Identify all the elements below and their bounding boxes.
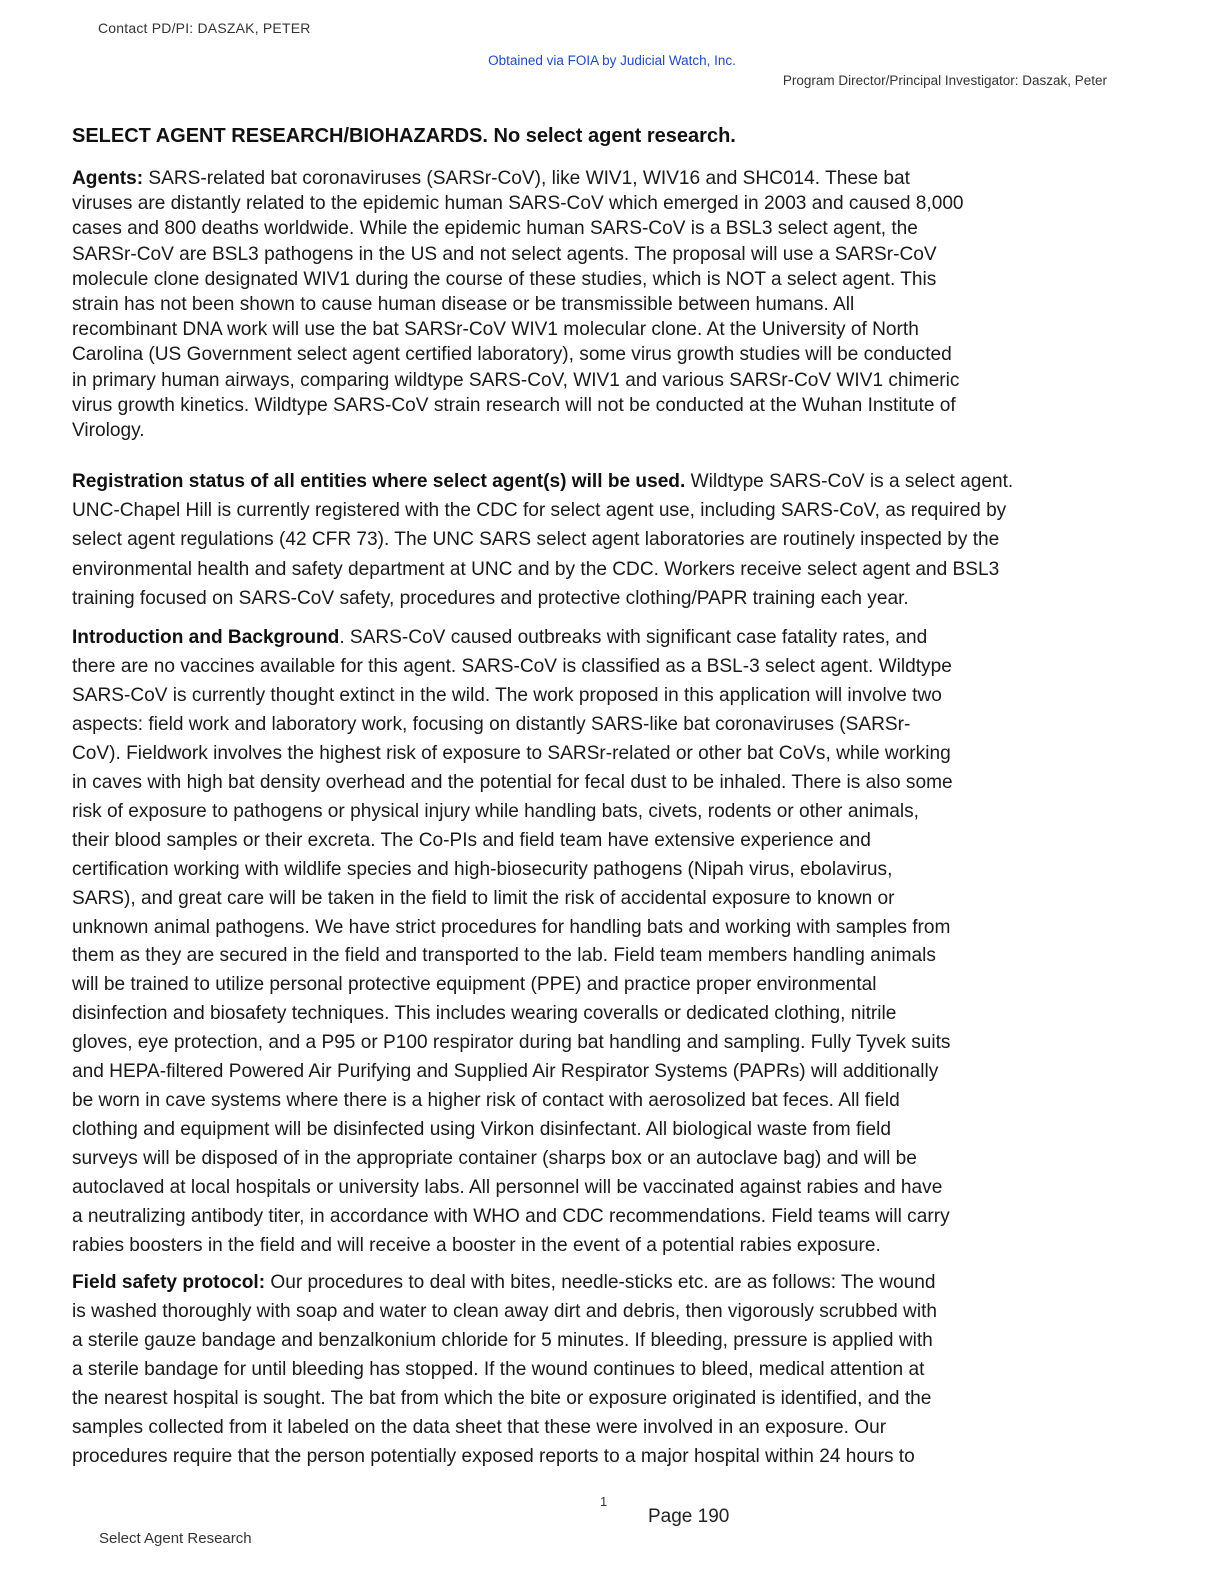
agents-line: molecule clone designated WIV1 during the course of these studies, which is NOT a select agent. This [72, 268, 937, 290]
introduction-line: be worn in cave systems where there is a higher risk of contact with aerosolized bat feces. All field [72, 1090, 900, 1112]
section-footer: Select Agent Research [99, 1530, 252, 1547]
agents-line: Carolina (US Government select agent certified laboratory), some virus growth studies will be conducted [72, 344, 952, 366]
field-safety-line: samples collected from it labeled on the data sheet that these were involved in an exposure. Our [72, 1416, 887, 1438]
field-safety-line: a sterile bandage for until bleeding has stopped. If the wound continues to bleed, medical attention at [72, 1358, 925, 1380]
registration-lead: Registration status of all entities where select agent(s) will be used. [72, 471, 686, 492]
introduction-line: rabies boosters in the field and will receive a booster in the event of a potential rabies exposure. [72, 1235, 881, 1257]
introduction-line: them as they are secured in the field and transported to the lab. Field team members handling animals [72, 945, 936, 967]
introduction-line: clothing and equipment will be disinfected using Virkon disinfectant. All biological waste from field [72, 1119, 892, 1141]
field-safety-paragraph [72, 1269, 1147, 1472]
introduction-line: aspects: field work and laboratory work, focusing on distantly SARS-like bat coronaviruses (SARSr- [72, 713, 911, 735]
introduction-paragraph [72, 624, 1147, 1261]
page-label: Page 190 [648, 1506, 730, 1527]
registration-line: UNC-Chapel Hill is currently registered with the CDC for select agent use, including SARS-CoV, as required by [72, 500, 1007, 522]
agents-line: strain has not been shown to cause human disease or be transmissible between humans. All [72, 294, 855, 316]
contact-header: Contact PD/PI: DASZAK, PETER [98, 20, 311, 36]
field-safety-line: Our procedures to deal with bites, needle-sticks etc. are as follows: The wound [265, 1272, 936, 1293]
field-safety-line: procedures require that the person potentially exposed reports to a major hospital within 24 hours to [72, 1445, 915, 1467]
introduction-lead: Introduction and Background [72, 627, 340, 648]
introduction-line: and HEPA-filtered Powered Air Purifying and Supplied Air Respirator Systems (PAPRs) will additionally [72, 1061, 939, 1083]
foia-watermark: Obtained via FOIA by Judicial Watch, Inc. [488, 53, 736, 68]
introduction-line: . SARS-CoV caused outbreaks with significant case fatality rates, and [339, 627, 928, 648]
introduction-line: certification working with wildlife species and high-biosecurity pathogens (Nipah virus, ebolavirus, [72, 858, 893, 880]
introduction-line: there are no vaccines available for this agent. SARS-CoV is classified as a BSL-3 select agent. Wildtype [72, 655, 952, 677]
introduction-line: disinfection and biosafety techniques. This includes wearing coveralls or dedicated clothing, nitrile [72, 1003, 897, 1025]
introduction-line: gloves, eye protection, and a P95 or P100 respirator during bat handling and sampling. Fully Tyvek suits [72, 1032, 951, 1054]
introduction-line: their blood samples or their excreta. The Co-PIs and field team have extensive experience and [72, 829, 871, 851]
introduction-line: autoclaved at local hospitals or university labs. All personnel will be vaccinated against rabies and have [72, 1177, 943, 1199]
introduction-line: SARS), and great care will be taken in the field to limit the risk of accidental exposure to known or [72, 887, 895, 909]
registration-line: training focused on SARS-CoV safety, procedures and protective clothing/PAPR training each year. [72, 587, 909, 609]
section-title: SELECT AGENT RESEARCH/BIOHAZARDS. No select agent research. [72, 125, 736, 147]
agents-line: SARSr-CoV are BSL3 pathogens in the US and not select agents. The proposal will use a SARSr-CoV [72, 243, 937, 265]
agents-line: viruses are distantly related to the epidemic human SARS-CoV which emerged in 2003 and caused 8,000 [72, 193, 964, 215]
registration-line: environmental health and safety department at UNC and by the CDC. Workers receive select agent and BSL3 [72, 558, 1000, 580]
agents-line: Virology. [72, 420, 145, 442]
introduction-line: in caves with high bat density overhead and the potential for fecal dust to be inhaled. There is also some [72, 771, 953, 793]
agents-line: virus growth kinetics. Wildtype SARS-CoV strain research will not be conducted at the Wuhan Institute of [72, 394, 956, 416]
agents-line: SARS-related bat coronaviruses (SARSr-CoV), like WIV1, WIV16 and SHC014. These bat [143, 168, 910, 189]
introduction-line: unknown animal pathogens. We have strict procedures for handling bats and working with samples from [72, 916, 951, 938]
registration-line: select agent regulations (42 CFR 73). The UNC SARS select agent laboratories are routinely inspected by the [72, 529, 1000, 551]
introduction-line: a neutralizing antibody titer, in accordance with WHO and CDC recommendations. Field teams will carry [72, 1206, 950, 1228]
introduction-line: CoV). Fieldwork involves the highest risk of exposure to SARSr-related or other bat CoVs, while working [72, 742, 951, 764]
field-safety-line: the nearest hospital is sought. The bat from which the bite or exposure originated is identified, and the [72, 1387, 932, 1409]
field-safety-line: is washed thoroughly with soap and water to clean away dirt and debris, then vigorously scrubbed with [72, 1300, 938, 1322]
agents-lead: Agents: [72, 168, 144, 189]
pi-header: Program Director/Principal Investigator: Daszak, Peter [782, 73, 1107, 88]
field-safety-line: a sterile gauze bandage and benzalkonium chloride for 5 minutes. If bleeding, pressure is applied with [72, 1329, 933, 1351]
registration-line: Wildtype SARS-CoV is a select agent. [685, 471, 1014, 492]
registration-paragraph [72, 467, 1147, 613]
agents-line: recombinant DNA work will use the bat SARSr-CoV WIV1 molecular clone. At the University of North [72, 319, 919, 341]
introduction-line: SARS-CoV is currently thought extinct in the wild. The work proposed in this application will involve two [72, 684, 942, 706]
agents-line: in primary human airways, comparing wildtype SARS-CoV, WIV1 and various SARSr-CoV WIV1 chimeric [72, 369, 960, 391]
introduction-line: risk of exposure to pathogens or physical injury while handling bats, civets, rodents or other animals, [72, 800, 919, 822]
field-safety-lead: Field safety protocol: [72, 1272, 266, 1293]
introduction-line: will be trained to utilize personal protective equipment (PPE) and practice proper environmental [72, 974, 877, 996]
page-number: 1 [600, 1494, 608, 1509]
introduction-line: surveys will be disposed of in the appropriate container (sharps box or an autoclave bag) and will be [72, 1148, 917, 1170]
agents-line: cases and 800 deaths worldwide. While the epidemic human SARS-CoV is a BSL3 select agent, the [72, 218, 918, 240]
agents-paragraph [72, 166, 1147, 443]
